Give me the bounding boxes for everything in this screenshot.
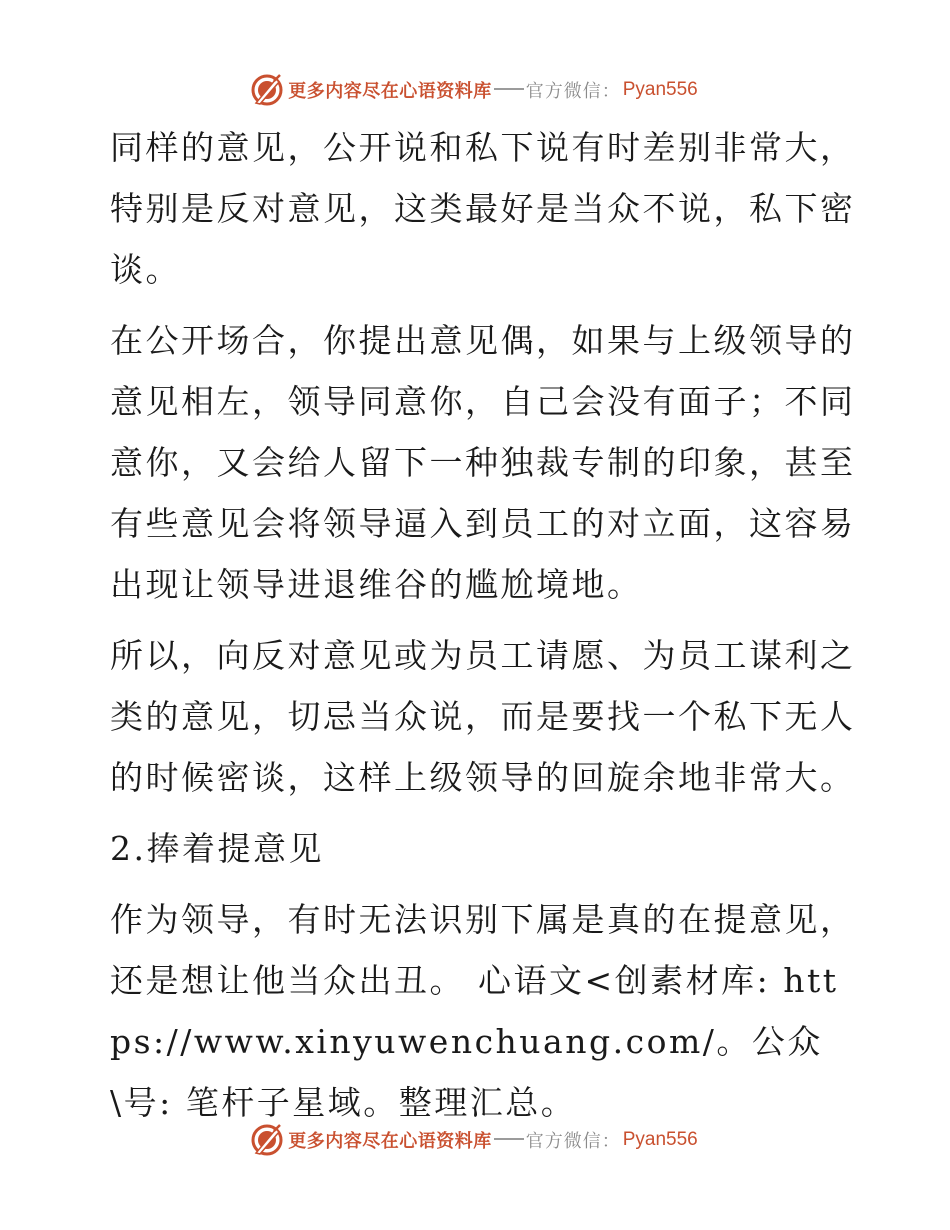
banner-wechat-label: 官方微信： bbox=[525, 1131, 621, 1152]
banner-wechat-label: 官方微信： bbox=[525, 81, 621, 102]
banner-slogan: 更多内容尽在心语资料库 bbox=[288, 81, 492, 102]
banner-separator bbox=[494, 88, 524, 90]
banner-wechat-id: Pyan556 bbox=[622, 1129, 698, 1150]
document-body bbox=[98, 117, 858, 1143]
paragraph: 在公开场合，你提出意见偶，如果与上级领导的意见相左，领导同意你，自己会没有面子；不同意你，又会给人留下一种独裁专制的印象，甚至有些意见会将领导逼入到员工的对立面，这容易出现让领导进退维谷的尴尬境地。 bbox=[110, 321, 856, 604]
paragraph: 同样的意见，公开说和私下说有时差别非常大，特别是反对意见，这类最好是当众不说，私下密谈。 bbox=[110, 128, 856, 289]
paragraph: 所以，向反对意见或为员工请愿、为员工谋利之类的意见，切忌当众说，而是要找一个私下无人的时候密谈，这样上级领导的回旋余地非常大。 bbox=[110, 636, 856, 797]
banner-separator bbox=[494, 1138, 524, 1140]
quill-pen-circle-icon bbox=[250, 1123, 284, 1157]
section-heading: 2.捧着提意见 bbox=[110, 829, 324, 868]
banner-slogan: 更多内容尽在心语资料库 bbox=[288, 1131, 492, 1152]
header-banner bbox=[0, 70, 950, 110]
footer-banner bbox=[0, 1120, 950, 1160]
quill-pen-circle-icon bbox=[250, 73, 284, 107]
paragraph: 作为领导，有时无法识别下属是真的在提意见，还是想让他当众出丑。 心语文<创素材库: https://www.xinyuwenchuang.com/。公众\号: 笔杆子星域。整理汇总。 bbox=[110, 900, 856, 1122]
banner-wechat-id: Pyan556 bbox=[622, 79, 698, 100]
